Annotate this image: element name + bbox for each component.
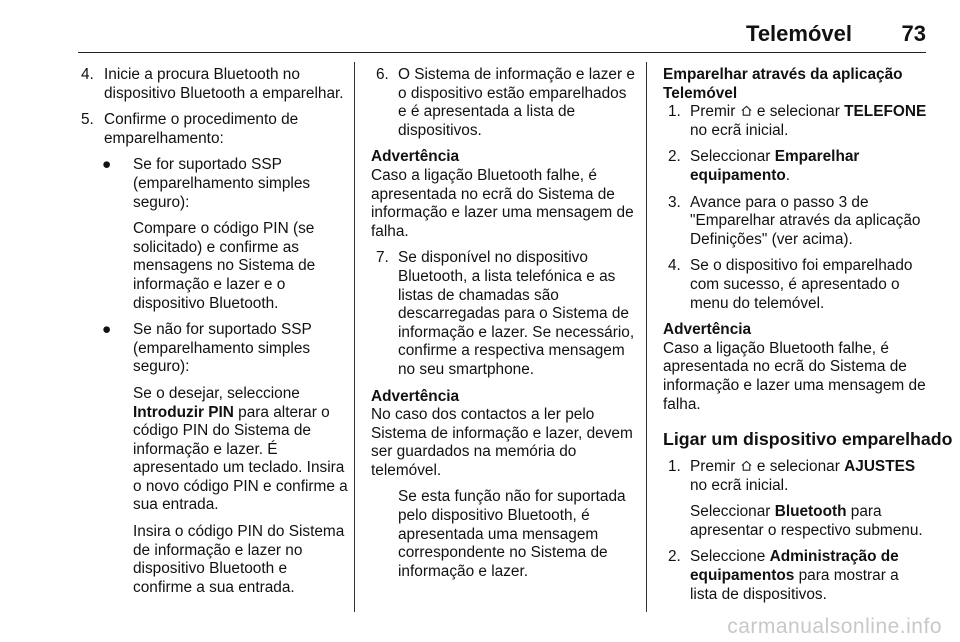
- bullet-icon: ●: [102, 321, 112, 339]
- step-4-text: Inicie a procura Bluetooth no dispositivo Bluetooth a emparelhar.: [104, 66, 344, 102]
- paragraph: Se esta função não for suportada pelo dispositivo Bluetooth, é apresentada uma mensagem correspondente no Sistema de informação e lazer.: [398, 488, 626, 580]
- connect-step-2: 2. Seleccione Administração de equipamentos para mostrar a lista de dispositivos.: [668, 548, 899, 603]
- pair-step-4: 4. Se o dispositivo foi emparelhado com sucesso, é apresentado o menu do telemóvel.: [668, 257, 913, 312]
- note-2: Advertência No caso dos contactos a ler pelo Sistema de informação e lazer, devem ser guardados na memória do telemóvel.: [371, 388, 636, 481]
- page-title: Telemóvel: [746, 21, 852, 46]
- note-heading: Advertência: [371, 148, 460, 166]
- column-divider-1: [354, 62, 355, 612]
- step-4: 4. Inicie a procura Bluetooth no dispositivo Bluetooth a emparelhar.: [81, 66, 344, 102]
- bullet-no-ssp: ● Se não for suportado SSP (emparelhamento simples seguro): Se o desejar, seleccione Introduzir PIN para alterar o código PIN do Sistema de informação e lazer. É apresentado um teclado. Insira o novo código PIN e confirme a sua entrada. Insira o código PIN do Sistema de informação e lazer no dispositivo Bluetooth e confirme a sua entrada.: [102, 321, 348, 596]
- page-header: [78, 12, 926, 53]
- bullet-icon: ●: [102, 156, 112, 174]
- step-5: 5. Confirme o procedimento de emparelhamento: ● Se for suportado SSP (emparelhamento simples seguro): Compare o código PIN (se solicitado) e confirme as mensagens no Sistema de informação e lazer e o dispositivo Bluetooth. ● Se não for suportado SSP (emparelhamento simples seguro): Se o desejar, seleccione Introduzir PIN para alterar o código PIN do Sistema de informação e lazer. É apresentado um teclado. Insira o novo código PIN e confirme a sua entrada. Insira o código PIN do Sistema de informação e lazer no dispositivo Bluetooth e confirme a sua entrada.: [81, 111, 348, 596]
- note-3: Advertência Caso a ligação Bluetooth falhe, é apresentada no ecrã do Sistema de informação e lazer uma mensagem de falha.: [663, 321, 928, 414]
- column-3: [663, 66, 953, 612]
- note-heading: Advertência: [663, 321, 752, 339]
- home-icon: [740, 104, 753, 117]
- connect-step-1: 1. Premir e selecionar AJUSTES no ecrã inicial. Seleccionar Bluetooth para apresentar o respectivo submenu.: [668, 458, 923, 539]
- column-1: [79, 66, 349, 605]
- step-6: 6. O Sistema de informação e lazer e o dispositivo estão emparelhados e é apresentada a lista de dispositivos.: [376, 66, 635, 139]
- step-7: 7. Se disponível no dispositivo Bluetooth, a lista telefónica e as listas de chamadas são descarregadas para o Sistema de informação e lazer. Se necessário, confirme a respectiva mensagem no seu smartphone.: [376, 249, 635, 378]
- subheading: Emparelhar através da aplicação Telemóvel: [663, 66, 903, 102]
- home-icon: [740, 459, 753, 472]
- note-1: Advertência Caso a ligação Bluetooth falhe, é apresentada no ecrã do Sistema de informação e lazer uma mensagem de falha.: [371, 148, 636, 241]
- note-heading: Advertência: [371, 387, 460, 405]
- pair-step-1: 1. Premir e selecionar TELEFONE no ecrã inicial.: [668, 103, 927, 139]
- column-divider-2: [646, 62, 647, 612]
- section-title: Ligar um dispositivo emparelhado: [663, 429, 953, 450]
- pair-step-3: 3. Avance para o passo 3 de "Emparelhar através da aplicação Definições" (ver acima).: [668, 193, 921, 248]
- bullet-ssp: ● Se for suportado SSP (emparelhamento simples seguro): Compare o código PIN (se solicitado) e confirme as mensagens no Sistema de informação e lazer e o dispositivo Bluetooth.: [102, 156, 316, 312]
- step-5-text: Confirme o procedimento de emparelhamento:: [104, 111, 299, 147]
- watermark: carmanualsonline.info: [727, 615, 942, 638]
- introduzir-pin-label: Introduzir PIN: [133, 403, 234, 421]
- pair-step-2: 2. Seleccionar Emparelhar equipamento.: [668, 148, 860, 184]
- column-2: [371, 66, 636, 589]
- page-number: 73: [901, 21, 926, 46]
